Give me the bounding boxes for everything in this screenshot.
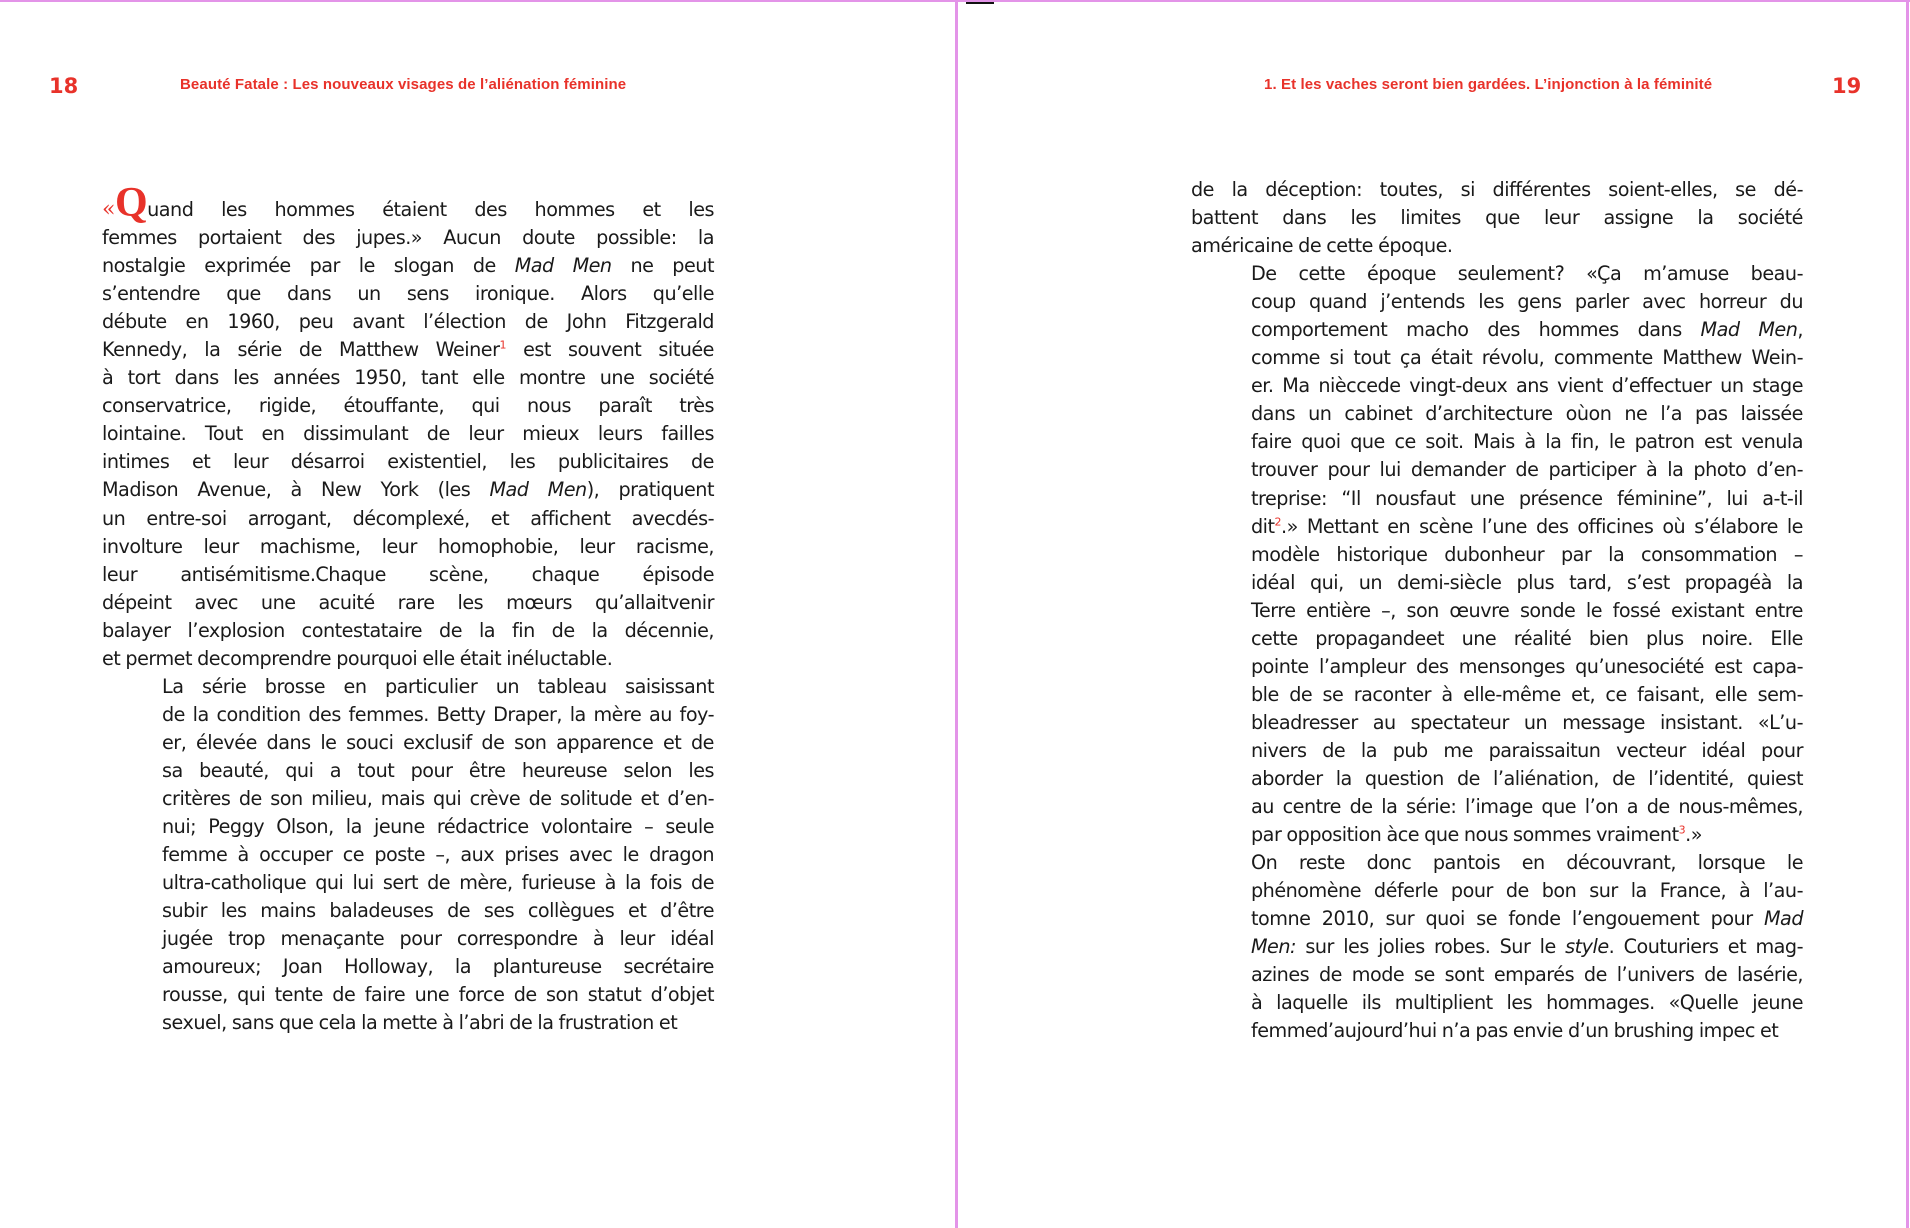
text-line [1191, 204, 1803, 232]
text-line [102, 308, 714, 336]
text-line [1191, 737, 1803, 765]
text-line [1191, 288, 1803, 316]
text-line [102, 448, 714, 476]
line-text: dit [1251, 514, 1275, 538]
text-line [1191, 485, 1803, 513]
line-text: s’entendre que dans un sens ironique. Alors qu’elle [102, 282, 714, 306]
line-text: Madison Avenue, à New York (les [102, 478, 490, 502]
text-line [102, 673, 714, 701]
text-line [1191, 372, 1803, 400]
text-line [1191, 933, 1803, 961]
line-text: battent dans les limites que leur assigne la société [1191, 206, 1803, 230]
text-line [102, 533, 714, 561]
line-text: amoureux; Joan Holloway, la plantureuse secrétaire [162, 955, 714, 979]
line-text: ne peut [611, 254, 714, 278]
footnote-ref: 3 [1678, 823, 1686, 837]
line-text: de la déception: toutes, si différentes soient-elles, se dé- [1191, 178, 1803, 201]
line-text: sur les jolies robes. Sur le [1296, 935, 1566, 959]
text-line [1191, 513, 1803, 541]
italic-title: Mad [1764, 907, 1803, 931]
line-text: conservatrice, rigide, étouffante, qui nous paraît très [102, 394, 714, 418]
drop-cap: Q [114, 180, 148, 226]
text-line [1191, 989, 1803, 1017]
line-text: et permet decomprendre pourquoi elle était inéluctable. [102, 646, 613, 670]
text-line [102, 224, 714, 252]
text-line [1191, 821, 1803, 849]
line-text: intimes et leur désarroi existentiel, les publicitaires de [102, 450, 714, 474]
line-text: Terre entière –, son œuvre sonde le fossé existant entre [1251, 598, 1803, 622]
text-line [102, 280, 714, 308]
text-line [1191, 653, 1803, 681]
text-line [102, 1009, 714, 1037]
line-text: faire quoi que ce soit. Mais à la fin, le patron est venula [1251, 430, 1803, 454]
text-line [102, 645, 714, 673]
page-spine-divider [955, 0, 958, 1228]
line-text: De cette époque seulement? «Ça m’amuse beau- [1251, 262, 1803, 286]
text-line [102, 589, 714, 617]
text-line [1191, 709, 1803, 737]
paragraph [102, 673, 714, 1038]
line-text: critères de son milieu, mais qui crève de solitude et d’en- [162, 786, 714, 810]
line-text: dépeint avec une acuité rare les mœurs qu’allaitvenir [102, 590, 714, 614]
line-text: modèle historique dubonheur par la consommation – [1251, 542, 1803, 566]
text-line [1191, 456, 1803, 484]
line-text: On reste donc pantois en découvrant, lorsque le [1251, 851, 1803, 875]
line-text: cette propagandeet une réalité bien plus noire. Elle [1251, 626, 1803, 650]
running-head-left: Beauté Fatale : Les nouveaux visages de l’aliénation féminine [180, 76, 627, 93]
text-line [1191, 905, 1803, 933]
line-text: jugée trop menaçante pour correspondre à leur idéal [162, 927, 714, 951]
line-text: femmed’aujourd’hui n’a pas envie d’un brushing impec et [1251, 1019, 1779, 1043]
italic-title: Mad Men [1700, 318, 1798, 342]
italic-title: Mad Men [514, 254, 612, 278]
line-text: lointaine. Tout en dissimulant de leur mieux leurs failles [102, 422, 714, 446]
right-text-column [1191, 176, 1803, 1045]
page-number-left: 18 [49, 74, 79, 98]
line-text: femmes portaient des jupes.» Aucun doute possible: la [102, 226, 714, 250]
spine-marker [966, 2, 994, 4]
line-text: phénomène déferle pour de bon sur la France, à l’au- [1251, 879, 1803, 903]
text-line [102, 729, 714, 757]
paragraph [1191, 176, 1803, 260]
line-text: rousse, qui tente de faire une force de son statut d’objet [162, 983, 714, 1007]
line-text: ble de se raconter à elle-même et, ce faisant, elle sem- [1251, 682, 1803, 706]
line-text: idéal qui, un demi-siècle plus tard, s’est propagéà la [1251, 570, 1803, 594]
line-text: nivers de la pub me paraissaitun vecteur idéal pour [1251, 738, 1803, 762]
text-line [1191, 625, 1803, 653]
line-text: .» Mettant en scène l’une des officines où s’élabore le [1281, 514, 1803, 538]
text-line [102, 925, 714, 953]
text-line [102, 420, 714, 448]
line-text: uand les hommes étaient des hommes et les [147, 198, 714, 221]
text-line [102, 981, 714, 1009]
line-text: balayer l’explosion contestataire de la fin de la décennie, [102, 618, 714, 642]
text-line [1191, 232, 1803, 260]
text-line [1191, 961, 1803, 989]
italic-title: Mad Men [489, 478, 587, 502]
line-text: sexuel, sans que cela la mette à l’abri de la frustration et [162, 1011, 678, 1035]
line-text: treprise: “Il nousfaut une présence féminine”, lui a-t-il [1251, 486, 1803, 510]
text-line [102, 701, 714, 729]
line-text: La série brosse en particulier un tableau saisissant [162, 674, 714, 698]
line-text: azines de mode se sont emparés de l’univers de lasérie, [1251, 963, 1803, 987]
text-line [1191, 428, 1803, 456]
text-line [1191, 849, 1803, 877]
line-text: Kennedy, la série de Matthew Weiner [102, 338, 500, 362]
paragraph [1191, 849, 1803, 1045]
line-text: par opposition àce que nous sommes vraiment [1251, 823, 1679, 847]
footnote-ref: 1 [499, 338, 506, 352]
text-line [1191, 681, 1803, 709]
text-line [1191, 316, 1803, 344]
text-line [1191, 541, 1803, 569]
line-text: nostalgie exprimée par le slogan de [102, 254, 515, 278]
text-line [1191, 877, 1803, 905]
line-text: de la condition des femmes. Betty Draper, la mère au foy- [162, 702, 714, 726]
line-text: subir les mains baladeuses de ses collègues et d’être [162, 899, 714, 923]
line-text: un entre-soi arrogant, décomplexé, et affichent avecdés- [102, 506, 714, 530]
line-text: dans un cabinet d’architecture oùon ne l’a pas laissée [1251, 402, 1803, 426]
paragraph [102, 180, 714, 673]
line-text: à laquelle ils multiplient les hommages. «Quelle jeune [1251, 991, 1803, 1015]
line-text: . Couturiers et mag- [1608, 935, 1803, 959]
line-text: tomne 2010, sur quoi se fonde l’engouement pour [1251, 907, 1764, 931]
left-text-column [102, 180, 714, 1037]
text-line [102, 785, 714, 813]
line-text: à tort dans les années 1950, tant elle montre une société [102, 366, 714, 390]
line-text: nui; Peggy Olson, la jeune rédactrice volontaire – seule [162, 815, 714, 839]
text-line [102, 180, 714, 226]
text-line [1191, 344, 1803, 372]
line-text: .» [1685, 823, 1702, 847]
text-line [102, 897, 714, 925]
line-text: débute en 1960, peu avant l’élection de John Fitzgerald [102, 310, 714, 334]
line-text: ), pratiquent [586, 478, 714, 502]
text-line [102, 561, 714, 589]
text-line [1191, 765, 1803, 793]
running-head-right: 1. Et les vaches seront bien gardées. L’injonction à la féminité [1264, 76, 1713, 93]
line-text: sa beauté, qui a tout pour être heureuse selon les [162, 758, 714, 782]
text-line [102, 476, 714, 504]
text-line [1191, 597, 1803, 625]
opening-guillemet: « [102, 197, 115, 222]
line-text: , [1797, 318, 1803, 342]
text-line [1191, 260, 1803, 288]
line-text: trouver pour lui demander de participer à la photo d’en- [1251, 458, 1803, 482]
line-text: involture leur machisme, leur homophobie, leur racisme, [102, 534, 714, 558]
italic-title: Men: [1251, 935, 1296, 959]
text-line [102, 869, 714, 897]
line-text: er. Ma nièccede vingt-deux ans vient d’effectuer un stage [1251, 374, 1803, 398]
line-text: aborder la question de l’aliénation, de l’identité, quiest [1251, 766, 1803, 790]
text-line [102, 252, 714, 280]
line-text: leur antisémitisme.Chaque scène, chaque épisode [102, 562, 714, 586]
text-line [102, 757, 714, 785]
text-line [102, 841, 714, 869]
text-line [1191, 1017, 1803, 1045]
line-text: est souvent située [505, 338, 714, 362]
page-number-right: 19 [1832, 74, 1862, 98]
text-line [1191, 176, 1803, 204]
text-line [102, 953, 714, 981]
text-line [1191, 793, 1803, 821]
line-text: pointe l’ampleur des mensonges qu’unesociété est capa- [1251, 654, 1803, 678]
line-text: er, élevée dans le souci exclusif de son apparence et de [162, 730, 714, 754]
text-line [102, 392, 714, 420]
page-frame-right [1906, 0, 1909, 1228]
text-line [1191, 569, 1803, 597]
text-line [102, 617, 714, 645]
text-line [102, 364, 714, 392]
footnote-ref: 2 [1274, 515, 1282, 529]
line-text: comportement macho des hommes dans [1251, 318, 1701, 342]
text-line [1191, 400, 1803, 428]
line-text: coup quand j’entends les gens parler avec horreur du [1251, 290, 1803, 314]
text-line [102, 505, 714, 533]
line-text: bleadresser au spectateur un message insistant. «L’u- [1251, 710, 1803, 734]
line-text: au centre de la série: l’image que l’on a de nous-mêmes, [1251, 795, 1803, 819]
text-line [102, 813, 714, 841]
line-text: américaine de cette époque. [1191, 234, 1453, 258]
italic-word: style [1565, 935, 1609, 959]
line-text: ultra-catholique qui lui sert de mère, furieuse à la fois de [162, 871, 714, 895]
line-text: femme à occuper ce poste –, aux prises avec le dragon [162, 843, 714, 867]
paragraph [1191, 260, 1803, 849]
line-text: comme si tout ça était révolu, commente Matthew Wein- [1251, 346, 1803, 370]
text-line [102, 336, 714, 364]
